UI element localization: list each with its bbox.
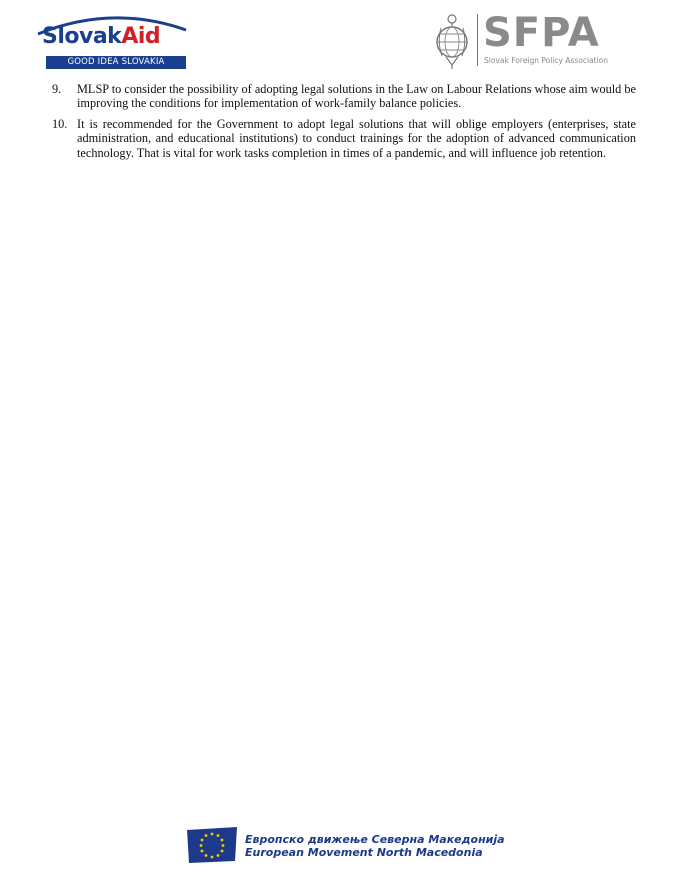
sfpa-divider: [477, 14, 478, 66]
sfpa-logo: [433, 10, 633, 72]
european-movement-text: [245, 833, 505, 859]
recommendation-item: [52, 82, 636, 111]
slovakaid-wordmark: [42, 24, 160, 49]
recommendation-number: 10.: [52, 116, 68, 131]
slovakaid-wordmark-slovak: Slovak: [42, 24, 122, 49]
globe-emblem-icon: [433, 10, 471, 70]
eu-flag-icon: [185, 826, 239, 864]
slovakaid-tagline: GOOD IDEA SLOVAKIA: [46, 56, 186, 69]
recommendation-item: [52, 117, 636, 160]
european-movement-name-mk: Европско движење Северна Македонија: [245, 833, 505, 846]
slovakaid-logo: [32, 10, 192, 72]
sfpa-tagline: Slovak Foreign Policy Association: [484, 56, 609, 65]
recommendation-list: [52, 82, 636, 166]
recommendation-number: 9.: [52, 82, 62, 96]
european-movement-name-en: European Movement North Macedonia: [245, 846, 483, 859]
recommendation-text: MLSP to consider the possibility of adopting legal solutions in the Law on Labour Relations whose aim would be improving the conditions for implementation of work-family balance policies.: [77, 82, 636, 111]
european-movement-logo: [185, 826, 505, 866]
recommendation-text: It is recommended for the Government to adopt legal solutions that will oblige employers (enterprises, state administration, and educational institutions) to conduct trainings for the adoption of advanced communication technology. That is vital for work tasks completion in times of a pandemic, and will influence job retention.: [77, 116, 636, 160]
slovakaid-wordmark-aid: Aid: [121, 24, 161, 49]
sfpa-wordmark: SFPA: [483, 10, 600, 56]
